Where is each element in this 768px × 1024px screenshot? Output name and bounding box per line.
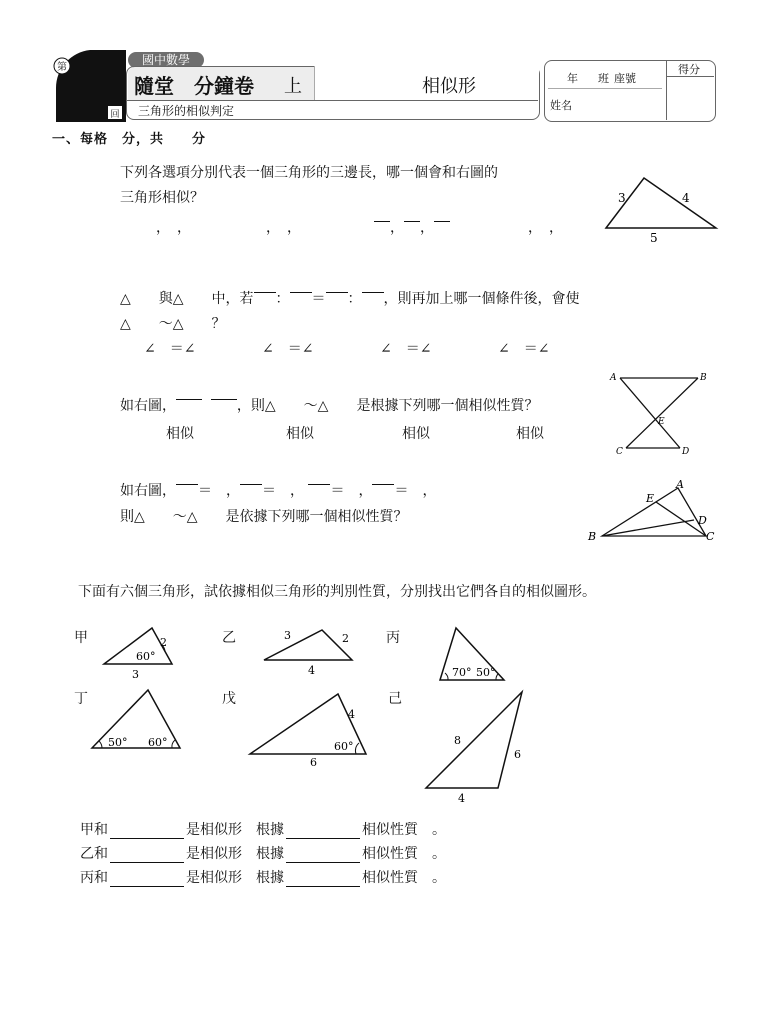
- quiz-title: 隨堂 分鐘卷: [134, 74, 254, 98]
- tri-jia-name: 甲: [74, 630, 88, 646]
- svg-text:B: B: [700, 373, 707, 383]
- section1-heading: 一、每格 分，共 分: [52, 132, 207, 147]
- subtitle: 三角形的相似判定: [138, 104, 235, 118]
- q1-fig-side-c: 5: [650, 231, 658, 245]
- volume-label: 上: [284, 76, 302, 97]
- answer-3-blank-property[interactable]: [286, 872, 360, 887]
- q4-figure-triangle: [586, 476, 720, 546]
- badge-top-text: 第: [57, 62, 67, 73]
- q2-option-1: ∠ ＝∠: [144, 341, 196, 357]
- svg-text:60°: 60°: [136, 650, 156, 663]
- tri-bing-name: 丙: [386, 630, 400, 646]
- header-badge: [50, 48, 130, 124]
- q3-option-2: 相似: [286, 426, 314, 442]
- section2-instruction: 下面有六個三角形，試依據相似三角形的判別性質，分別找出它們各自的相似圖形。: [78, 584, 596, 600]
- svg-text:4: 4: [348, 708, 355, 721]
- q1-figure-triangle: [598, 170, 722, 246]
- q3-option-3: 相似: [402, 426, 430, 442]
- tri-yi: [262, 624, 362, 678]
- q3-option-1: 相似: [166, 426, 194, 442]
- q1-option-2: ， ，: [266, 220, 301, 236]
- answer-1-blank-property[interactable]: [286, 824, 360, 839]
- svg-text:A: A: [610, 373, 617, 383]
- score-label: 得分: [678, 63, 700, 76]
- answer-row-2: 乙和 是相似形 根據 相似性質 。: [80, 846, 446, 862]
- q1-option-4: ， ，: [528, 220, 563, 236]
- q1-option-3: ， ，: [374, 217, 450, 237]
- q2-option-3: ∠ ＝∠: [380, 341, 432, 357]
- tri-ji: [420, 688, 530, 806]
- q3-figure-bowtie: [606, 368, 716, 460]
- tri-ding-name: 丁: [74, 691, 88, 707]
- q2-option-4: ∠ ＝∠: [498, 341, 550, 357]
- class-label: 班: [598, 72, 609, 85]
- answer-2-blank-shape[interactable]: [110, 848, 184, 863]
- q2-line2: △ ～△ ？: [120, 316, 226, 332]
- svg-text:D: D: [698, 514, 707, 527]
- svg-text:70°: 70°: [452, 666, 472, 679]
- q1-line2: 三角形相似？: [120, 190, 204, 206]
- tri-yi-name: 乙: [222, 630, 236, 646]
- tri-jia: [100, 620, 190, 684]
- svg-text:A: A: [676, 478, 684, 491]
- badge-bottom-text: 回: [110, 110, 120, 120]
- seat-label: 座號: [614, 72, 636, 85]
- tri-bing: [436, 624, 512, 684]
- svg-text:60°: 60°: [334, 740, 354, 753]
- svg-text:E: E: [646, 492, 655, 505]
- svg-text:4: 4: [458, 792, 465, 805]
- svg-text:C: C: [616, 447, 623, 457]
- svg-text:E: E: [658, 417, 665, 427]
- tri-wu-name: 戊: [222, 691, 236, 707]
- svg-text:C: C: [706, 530, 715, 543]
- svg-text:50°: 50°: [108, 736, 128, 749]
- name-label: 姓名: [550, 99, 572, 112]
- q3-line1: 如右圖， ，則△ ～△ 是根據下列哪一個相似性質？: [120, 398, 539, 414]
- answer-2-blank-property[interactable]: [286, 848, 360, 863]
- svg-text:2: 2: [160, 636, 167, 649]
- q3-option-4: 相似: [516, 426, 544, 442]
- q4-line1: 如右圖， ＝ ， ＝ ， ＝ ， ＝ ，: [120, 483, 437, 499]
- svg-text:8: 8: [454, 734, 461, 747]
- svg-text:6: 6: [310, 756, 317, 769]
- q2-option-2: ∠ ＝∠: [262, 341, 314, 357]
- answer-3-blank-shape[interactable]: [110, 872, 184, 887]
- answer-1-blank-shape[interactable]: [110, 824, 184, 839]
- series-text: 國中數學: [141, 53, 190, 67]
- answer-row-1: 甲和 是相似形 根據 相似性質 。: [80, 822, 446, 838]
- tri-ji-name: 己: [388, 691, 402, 707]
- tri-wu: [246, 688, 370, 770]
- svg-text:50°: 50°: [476, 666, 496, 679]
- year-label: 年: [567, 72, 578, 85]
- svg-text:6: 6: [514, 748, 521, 761]
- svg-text:D: D: [682, 447, 690, 457]
- q1-fig-side-b: 4: [682, 191, 690, 205]
- svg-text:60°: 60°: [148, 736, 168, 749]
- topic-title: 相似形: [422, 76, 476, 97]
- svg-text:4: 4: [308, 664, 315, 677]
- q1-option-1: ， ，: [156, 220, 191, 236]
- svg-text:3: 3: [284, 629, 291, 642]
- q2-line1: △ 與△ 中，若 ： ＝ ： ，則再加上哪一個條件後，會使: [120, 291, 580, 307]
- tri-ding: [88, 686, 188, 752]
- svg-text:2: 2: [342, 632, 349, 645]
- q4-line2: 則△ ～△ 是依據下列哪一個相似性質？: [120, 509, 408, 525]
- svg-text:3: 3: [132, 668, 139, 681]
- q1-fig-side-a: 3: [618, 191, 626, 205]
- q1-line1: 下列各選項分別代表一個三角形的三邊長，哪一個會和右圖的: [120, 165, 498, 181]
- answer-row-3: 丙和 是相似形 根據 相似性質 。: [80, 870, 446, 886]
- svg-text:B: B: [588, 530, 597, 543]
